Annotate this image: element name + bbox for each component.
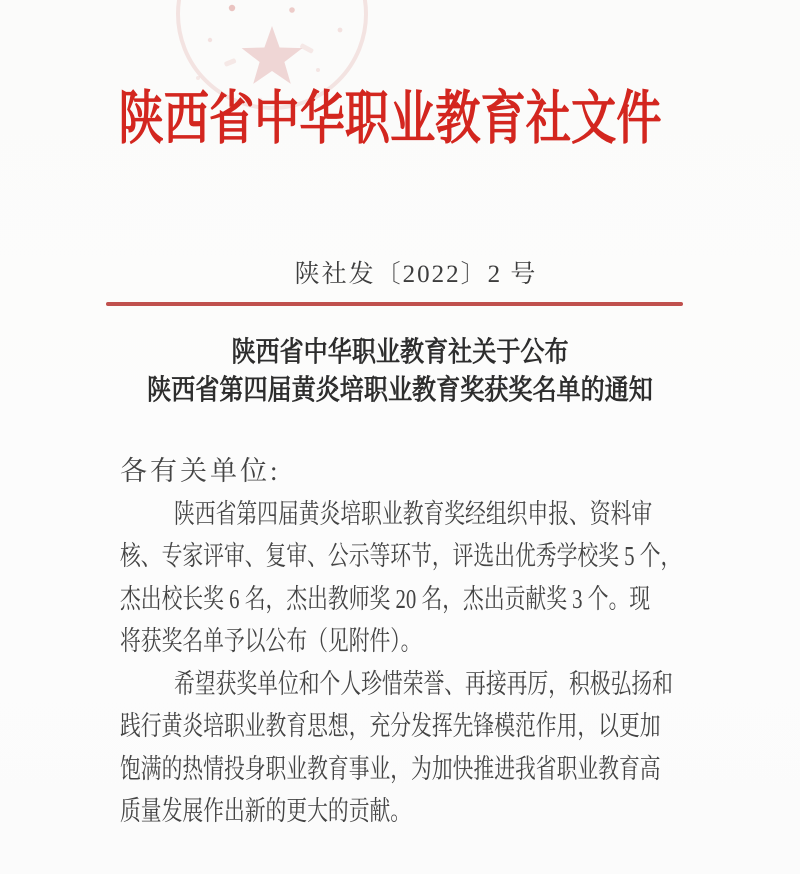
red-divider-line — [106, 302, 683, 306]
body-line: 陕西省第四届黄炎培职业教育奖经组织申报、资料审 — [174, 498, 653, 529]
body-line: 践行黄炎培职业教育思想，充分发挥先锋模范作用，以更加 — [120, 711, 661, 741]
notice-title — [0, 334, 800, 410]
body-line: 希望获奖单位和个人珍惜荣誉、再接再厉，积极弘扬和 — [174, 668, 673, 699]
body-line: 核、专家评审、复审、公示等环节，评选出优秀学校奖 5 个， — [120, 541, 682, 571]
document-body — [120, 450, 688, 833]
seal-star-icon — [242, 26, 303, 84]
document-number-text: 陕社发〔2022〕2 号 — [294, 261, 538, 288]
notice-title-line1: 陕西省中华职业教育社关于公布 — [231, 337, 569, 368]
body-line: 质量发展作出新的更大的贡献。 — [120, 796, 412, 826]
document-number — [16, 258, 800, 292]
red-header-title — [0, 84, 790, 154]
red-header-title-text: 陕西省中华职业教育社文件 — [118, 86, 662, 151]
body-line: 饱满的热情投身职业教育事业，为加快推进我省职业教育高 — [120, 753, 661, 784]
notice-title-line2: 陕西省第四届黄炎培职业教育奖获奖名单的通知 — [147, 375, 653, 406]
body-line: 将获奖名单予以公布（见附件）。 — [120, 626, 422, 656]
salutation: 各有关单位: — [120, 456, 281, 486]
body-line: 杰出校长奖 6 名，杰出教师奖 20 名，杰出贡献奖 3 个。现 — [120, 583, 651, 614]
